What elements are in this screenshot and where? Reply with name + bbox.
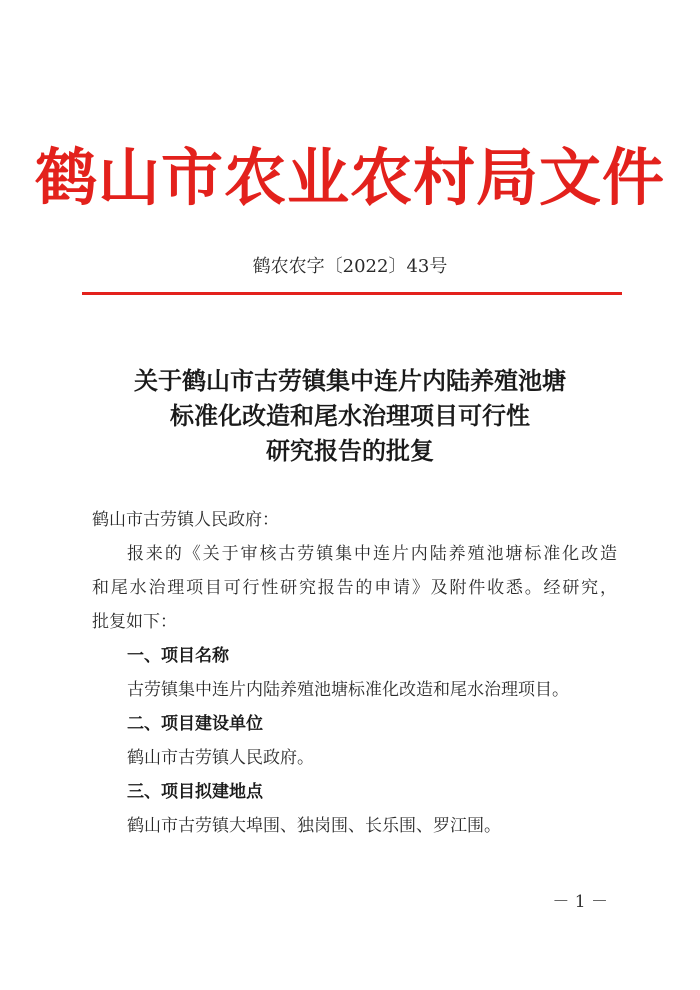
intro-line-1: 报来的《关于审核古劳镇集中连片内陆养殖池塘标准化改造 xyxy=(127,544,617,564)
intro-line-3: 批复如下： xyxy=(92,612,177,632)
section-heading-project-location: 三、项目拟建地点 xyxy=(127,782,263,802)
issuer-masthead: 鹤山市农业农村局文件 xyxy=(34,141,665,214)
title-line-3: 研究报告的批复 xyxy=(266,436,434,465)
section-heading-construction-unit: 二、项目建设单位 xyxy=(127,714,263,734)
document-number: 鹤农农字〔2022〕43号 xyxy=(252,256,448,277)
title-line-1: 关于鹤山市古劳镇集中连片内陆养殖池塘 xyxy=(134,366,566,395)
red-divider-line xyxy=(82,292,622,295)
intro-line-2: 和尾水治理项目可行性研究报告的申请》及附件收悉。经研究， xyxy=(92,578,617,598)
document-body xyxy=(92,503,617,843)
document-title xyxy=(0,363,700,468)
section-content-construction-unit: 鹤山市古劳镇人民政府。 xyxy=(127,748,314,768)
section-content-project-name: 古劳镇集中连片内陆养殖池塘标准化改造和尾水治理项目。 xyxy=(127,680,569,700)
recipient-line: 鹤山市古劳镇人民政府： xyxy=(92,510,279,530)
title-line-2: 标准化改造和尾水治理项目可行性 xyxy=(170,401,530,430)
page-number: － 1 － xyxy=(552,892,608,912)
section-content-project-location: 鹤山市古劳镇大埠围、独岗围、长乐围、罗江围。 xyxy=(127,816,501,836)
section-heading-project-name: 一、项目名称 xyxy=(127,646,229,666)
